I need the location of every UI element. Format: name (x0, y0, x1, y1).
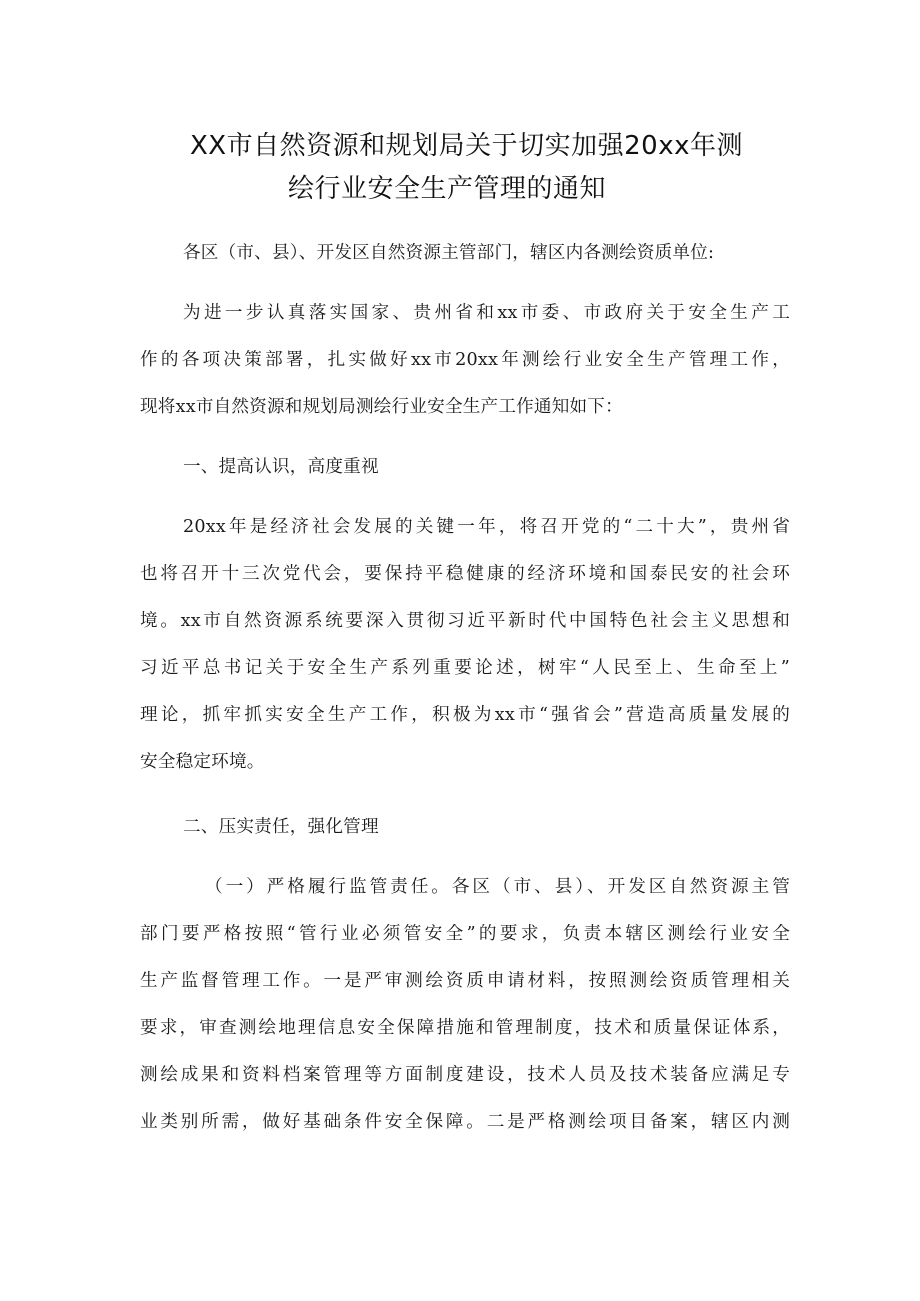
paragraph-line: 部门要严格按照“管行业必须管安全”的要求，负责本辖区测绘行业安全 (140, 924, 790, 944)
section-heading: 二、压实责任，强化管理 (183, 817, 379, 837)
paragraph-line: 生产监督管理工作。一是严审测绘资质申请材料，按照测绘资质管理相关 (140, 971, 790, 991)
paragraph-line: 业类别所需，做好基础条件安全保障。二是严格测绘项目备案，辖区内测 (140, 1112, 790, 1132)
paragraph-line: 习近平总书记关于安全生产系列重要论述，树牢“人民至上、生命至上” (140, 658, 790, 678)
document-title-line-1: XX市自然资源和规划局关于切实加强20xx年测 (190, 131, 743, 161)
paragraph-line: 20xx年是经济社会发展的关键一年，将召开党的“二十大”，贵州省 (183, 517, 790, 537)
paragraph-line: 理论，抓牢抓实安全生产工作，积极为xx市“强省会”营造高质量发展的 (140, 705, 790, 725)
paragraph-line: 安全稳定环境。 (140, 752, 265, 772)
salutation: 各区（市、县）、开发区自然资源主管部门，辖区内各测绘资质单位: (183, 243, 715, 263)
paragraph-line: 要求，审查测绘地理信息安全保障措施和管理制度，技术和质量保证体系， (140, 1018, 790, 1038)
section-heading: 一、提高认识，高度重视 (183, 457, 379, 477)
paragraph-line: 境。xx市自然资源系统要深入贯彻习近平新时代中国特色社会主义思想和 (140, 611, 790, 631)
paragraph-line: 也将召开十三次党代会，要保持平稳健康的经济环境和国泰民安的社会环 (140, 564, 790, 584)
paragraph-line: 作的各项决策部署，扎实做好xx市20xx年测绘行业安全生产管理工作， (140, 350, 790, 370)
paragraph-line: 现将xx市自然资源和规划局测绘行业安全生产工作通知如下： (140, 397, 623, 417)
paragraph-line: 测绘成果和资料档案管理等方面制度建设，技术人员及技术装备应满足专 (140, 1065, 790, 1085)
paragraph-line: 为进一步认真落实国家、贵州省和xx市委、市政府关于安全生产工 (183, 303, 790, 323)
paragraph-line: （一）严格履行监管责任。各区（市、县）、开发区自然资源主管 (205, 877, 790, 897)
document-title-line-2: 绘行业安全生产管理的通知 (288, 174, 607, 204)
